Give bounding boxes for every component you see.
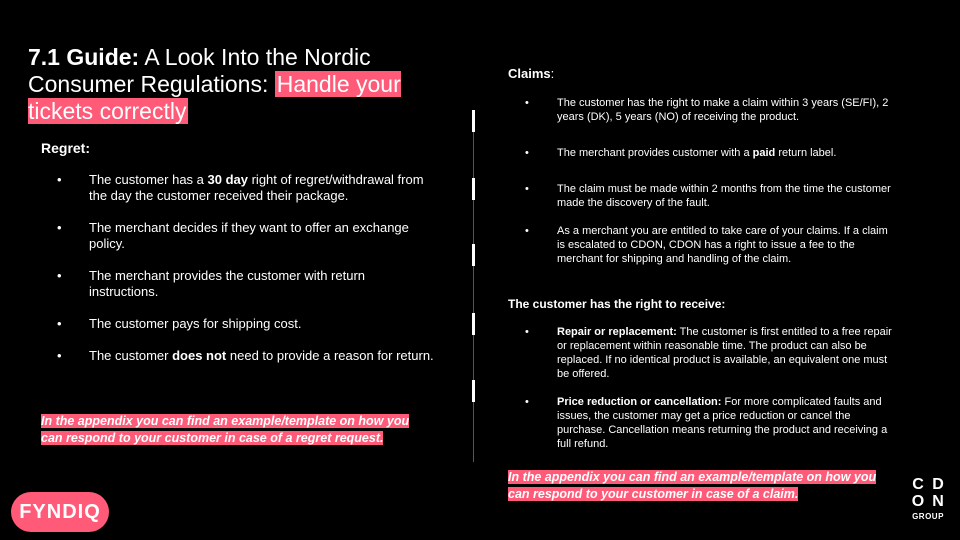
list-item: • The customer has the right to make a claim within 3 years (SE/FI), 2 years (DK), 5 years (NO) of receiving the product. <box>525 96 895 124</box>
rights-list <box>525 325 895 451</box>
claims-heading: Claims: <box>508 66 555 81</box>
list-item: • The customer pays for shipping cost. <box>57 316 437 332</box>
list-item: • The merchant decides if they want to offer an exchange policy. <box>57 220 437 252</box>
regret-appendix-note: In the appendix you can find an example/template on how you can respond to your customer in case of a regret request. <box>41 414 410 445</box>
divider-tick <box>472 244 475 266</box>
list-item: • The customer has a 30 day right of regret/withdrawal from the day the customer received their package. <box>57 172 437 204</box>
title-bold: 7.1 Guide: <box>28 44 140 70</box>
divider-tick <box>472 178 475 200</box>
claims-appendix-note: In the appendix you can find an example/template on how you can respond to your customer in case of a claim. <box>508 470 877 501</box>
list-item: • The claim must be made within 2 months from the time the customer made the discovery of the fault. <box>525 182 895 210</box>
list-item: • The customer does not need to provide a reason for return. <box>57 348 437 364</box>
rights-heading: The customer has the right to receive: <box>508 297 726 311</box>
title-highlight: Handle your tickets correctly <box>28 71 401 124</box>
slide-title <box>28 44 448 125</box>
fyndiq-logo: FYNDIQ <box>11 492 109 532</box>
list-item: • As a merchant you are entitled to take care of your claims. If a claim is escalated to CDON, CDON has a right to issue a fee to the merchant for shipping and handling of the claim. <box>525 224 895 266</box>
divider-tick <box>472 110 475 132</box>
column-divider <box>473 110 474 462</box>
list-item: • The merchant provides customer with a paid return label. <box>525 146 895 160</box>
divider-tick <box>472 313 475 335</box>
title-normal: A Look Into the Nordic Consumer Regulations: <box>28 44 371 97</box>
list-item: • The merchant provides the customer with return instructions. <box>57 268 437 300</box>
regret-list <box>57 172 437 380</box>
list-item: • Price reduction or cancellation: For more complicated faults and issues, the customer may get a price reduction or cancel the purchase. Cancellation means returning the product and receiving a full refund. <box>525 395 895 451</box>
regret-heading: Regret: <box>41 140 91 156</box>
claims-list <box>525 96 895 266</box>
cdon-group-logo: C D O N GROUP <box>911 476 944 521</box>
list-item: • Repair or replacement: The customer is first entitled to a free repair or replacement within reasonable time. The product can also be replaced. If no identical product is available, an equivalent one must be offered. <box>525 325 895 381</box>
divider-tick <box>472 380 475 402</box>
